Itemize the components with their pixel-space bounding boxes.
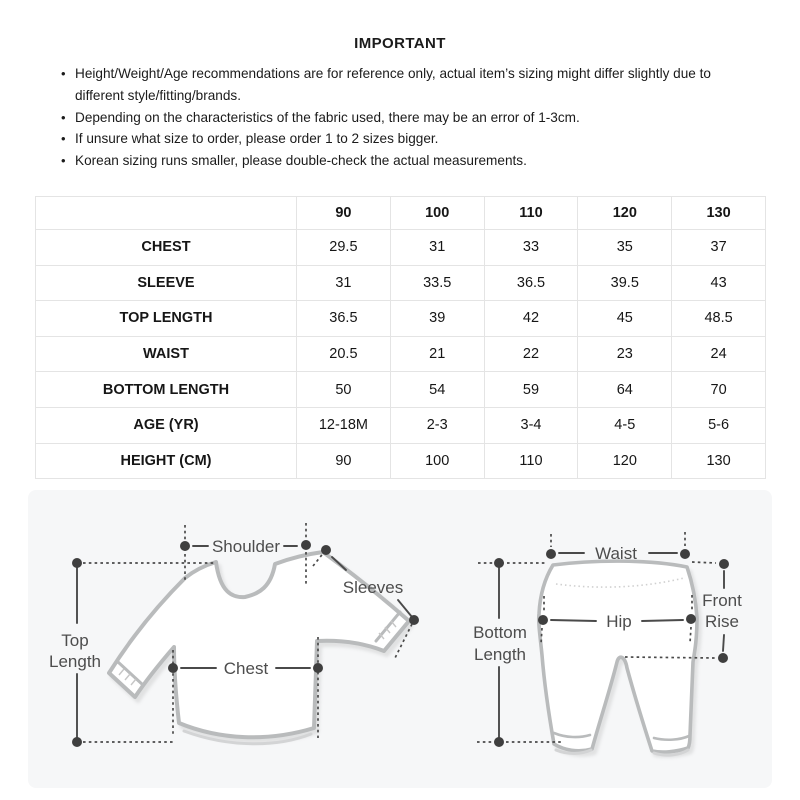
size-row — [36, 372, 766, 408]
label-shoulder: Shoulder — [211, 537, 281, 556]
size-row-label: BOTTOM LENGTH — [36, 372, 297, 408]
size-cell: 43 — [672, 265, 766, 301]
size-cell: 5-6 — [672, 407, 766, 443]
size-cell: 36.5 — [297, 301, 391, 337]
size-cell: 50 — [297, 372, 391, 408]
measurement-panel — [28, 490, 772, 788]
size-cell: 59 — [484, 372, 578, 408]
size-cell: 2-3 — [390, 407, 484, 443]
size-cell: 29.5 — [297, 230, 391, 266]
size-cell: 22 — [484, 336, 578, 372]
size-column-header: 110 — [484, 197, 578, 230]
label-front-rise-line1: Front — [702, 591, 742, 610]
size-cell: 100 — [390, 443, 484, 479]
size-row — [36, 443, 766, 479]
table-corner-cell — [36, 197, 297, 230]
size-cell: 33.5 — [390, 265, 484, 301]
size-row-label: WAIST — [36, 336, 297, 372]
bottom-measurement-diagram — [452, 490, 772, 790]
label-top-length-line2: Length — [49, 652, 101, 671]
size-cell: 12-18M — [297, 407, 391, 443]
size-row — [36, 407, 766, 443]
notice-bullet: • If unsure what size to order, please order 1 to 2 sizes bigger. — [75, 128, 763, 150]
label-bottom-length-line2: Length — [474, 645, 526, 664]
size-table — [35, 196, 766, 479]
size-row-label: HEIGHT (CM) — [36, 443, 297, 479]
label-top-length-line1: Top — [61, 631, 89, 650]
size-cell: 33 — [484, 230, 578, 266]
size-column-header: 130 — [672, 197, 766, 230]
label-hip: Hip — [606, 612, 632, 631]
size-cell: 42 — [484, 301, 578, 337]
notice-bullet: • Korean sizing runs smaller, please double-check the actual measurements. — [75, 150, 763, 172]
size-cell: 48.5 — [672, 301, 766, 337]
size-row-label: SLEEVE — [36, 265, 297, 301]
size-cell: 39.5 — [578, 265, 672, 301]
notice-list — [75, 63, 763, 172]
size-cell: 54 — [390, 372, 484, 408]
size-cell: 120 — [578, 443, 672, 479]
notice-title: IMPORTANT — [354, 35, 446, 52]
label-sleeves: Sleeves — [342, 578, 404, 597]
size-cell: 31 — [297, 265, 391, 301]
table-header-row — [36, 197, 766, 230]
size-cell: 36.5 — [484, 265, 578, 301]
size-cell: 90 — [297, 443, 391, 479]
size-column-header: 120 — [578, 197, 672, 230]
notice-bullet: • Depending on the characteristics of the fabric used, there may be an error of 1-3cm. — [75, 107, 763, 129]
size-cell: 110 — [484, 443, 578, 479]
size-row-label: AGE (YR) — [36, 407, 297, 443]
label-waist: Waist — [595, 544, 637, 563]
size-cell: 20.5 — [297, 336, 391, 372]
size-column-header: 100 — [390, 197, 484, 230]
label-chest: Chest — [223, 659, 269, 678]
size-cell: 24 — [672, 336, 766, 372]
size-row — [36, 265, 766, 301]
size-cell: 37 — [672, 230, 766, 266]
size-row — [36, 336, 766, 372]
size-row-label: CHEST — [36, 230, 297, 266]
size-cell: 64 — [578, 372, 672, 408]
size-row — [36, 301, 766, 337]
size-row-label: TOP LENGTH — [36, 301, 297, 337]
label-front-rise-line2: Rise — [704, 612, 740, 631]
size-cell: 4-5 — [578, 407, 672, 443]
size-cell: 31 — [390, 230, 484, 266]
size-cell: 21 — [390, 336, 484, 372]
size-cell: 70 — [672, 372, 766, 408]
notice-bullet: • Height/Weight/Age recommendations are for reference only, actual item’s sizing might differ slightly due to different style/fitting/brands. — [75, 63, 763, 107]
size-cell: 39 — [390, 301, 484, 337]
size-cell: 130 — [672, 443, 766, 479]
size-column-header: 90 — [297, 197, 391, 230]
size-cell: 3-4 — [484, 407, 578, 443]
size-cell: 45 — [578, 301, 672, 337]
size-cell: 23 — [578, 336, 672, 372]
top-measurement-diagram — [28, 490, 432, 790]
size-row — [36, 230, 766, 266]
label-bottom-length-line1: Bottom — [473, 623, 527, 642]
table-body — [36, 230, 766, 479]
waist-measure — [546, 532, 690, 563]
size-cell: 35 — [578, 230, 672, 266]
